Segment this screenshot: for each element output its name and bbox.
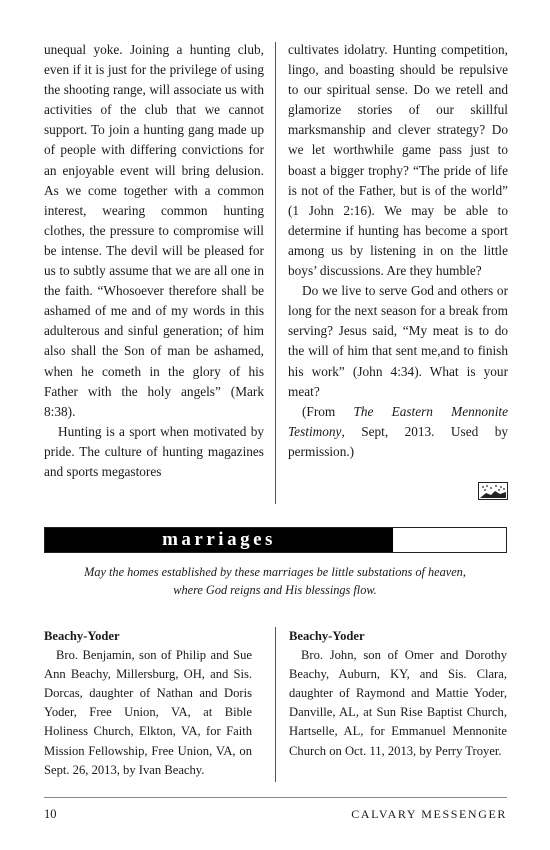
source-close: , Sept, 2013. Used by permission.) bbox=[288, 423, 508, 459]
marriage-names: Beachy-Yoder bbox=[44, 629, 120, 643]
column-divider bbox=[275, 627, 276, 782]
source-open: (From bbox=[302, 403, 354, 419]
marriage-details: Bro. Benjamin, son of Philip and Sue Ann Beachy, Millersburg, OH, and Sis. Dorcas, daughter of Nathan and Doris Yoder, Free Union, VA, at Bible Holiness Church, Elkton, VA, for Faith Mission Fellowship, Free Union, VA, on Sept. 26, 2013, by Ivan Beachy. bbox=[44, 648, 252, 777]
intro-line: where God reigns and His blessings flow. bbox=[173, 583, 377, 597]
article-paragraph: unequal yoke. Joining a hunting club, even if it is just for the privilege of using the shooting range, will associate us with activities of the club that we cannot support. To join a hunting gang made up of people with differing convictions for an enjoyable event will bring delusion. As we come together with a common interest, wearing common hunting clothes, the pressure to compromise will be intense. The devil will be pleased for us to subtly assume that we are all one in the faith. “Whosoever therefore shall be ashamed of me and of my words in this adulterous and sinful generation; of him also shall the Son of man be ashamed, when he cometh in the glory of his Father with the holy angels” (Mark 8:38). bbox=[44, 42, 264, 419]
end-mark-icon bbox=[478, 482, 508, 500]
publication-name: CALVARY MESSENGER bbox=[351, 807, 507, 821]
page-number: 10 bbox=[44, 807, 57, 821]
article-paragraph: cultivates idolatry. Hunting competition, lingo, and boasting should be repulsive to our spiritual sense. Do we retell and glamorize stories of our skillful marksmanship and clever strategy? Do we let worthwhile game pass just to boast a bigger trophy? “The pride of life is not of the Father, but is of the world” (1 John 2:16). We may be able to determine if hunting has become a sport among us by listening in on the little boys’ discussions. Are they humble? bbox=[288, 42, 508, 279]
article-source-credit bbox=[288, 402, 508, 462]
section-intro bbox=[60, 563, 490, 599]
marriages-section-header bbox=[44, 527, 507, 553]
article-paragraph: Hunting is a sport when motivated by pride. The culture of hunting magazines and sports megastores bbox=[44, 423, 264, 479]
article-paragraph: Do we live to serve God and others or long for the next season for a break from serving? Jesus said, “My meat is to do the will of him that sent me,and to finish his work” (John 4:34). What is your meat? bbox=[288, 283, 508, 399]
column-divider bbox=[275, 42, 276, 504]
marriage-names: Beachy-Yoder bbox=[289, 629, 365, 643]
source-publication-title: The Eastern Mennonite Testimony bbox=[288, 403, 508, 439]
section-title: marriages bbox=[162, 529, 276, 550]
article-right-column bbox=[288, 40, 508, 462]
intro-line: May the homes established by these marriages be little substations of heaven, bbox=[84, 565, 466, 579]
article-left-column bbox=[44, 40, 264, 482]
marriage-entry bbox=[44, 627, 252, 780]
marriage-entry bbox=[289, 627, 507, 761]
footer-rule bbox=[44, 797, 507, 798]
marriage-details: Bro. John, son of Omer and Dorothy Beachy, Auburn, KY, and Sis. Clara, daughter of Raymond and Mattie Yoder, Danville, AL, at Sun Rise Baptist Church, Hartselle, AL, for Emmanuel Mennonite Church on Oct. 11, 2013, by Perry Troyer. bbox=[289, 648, 507, 758]
